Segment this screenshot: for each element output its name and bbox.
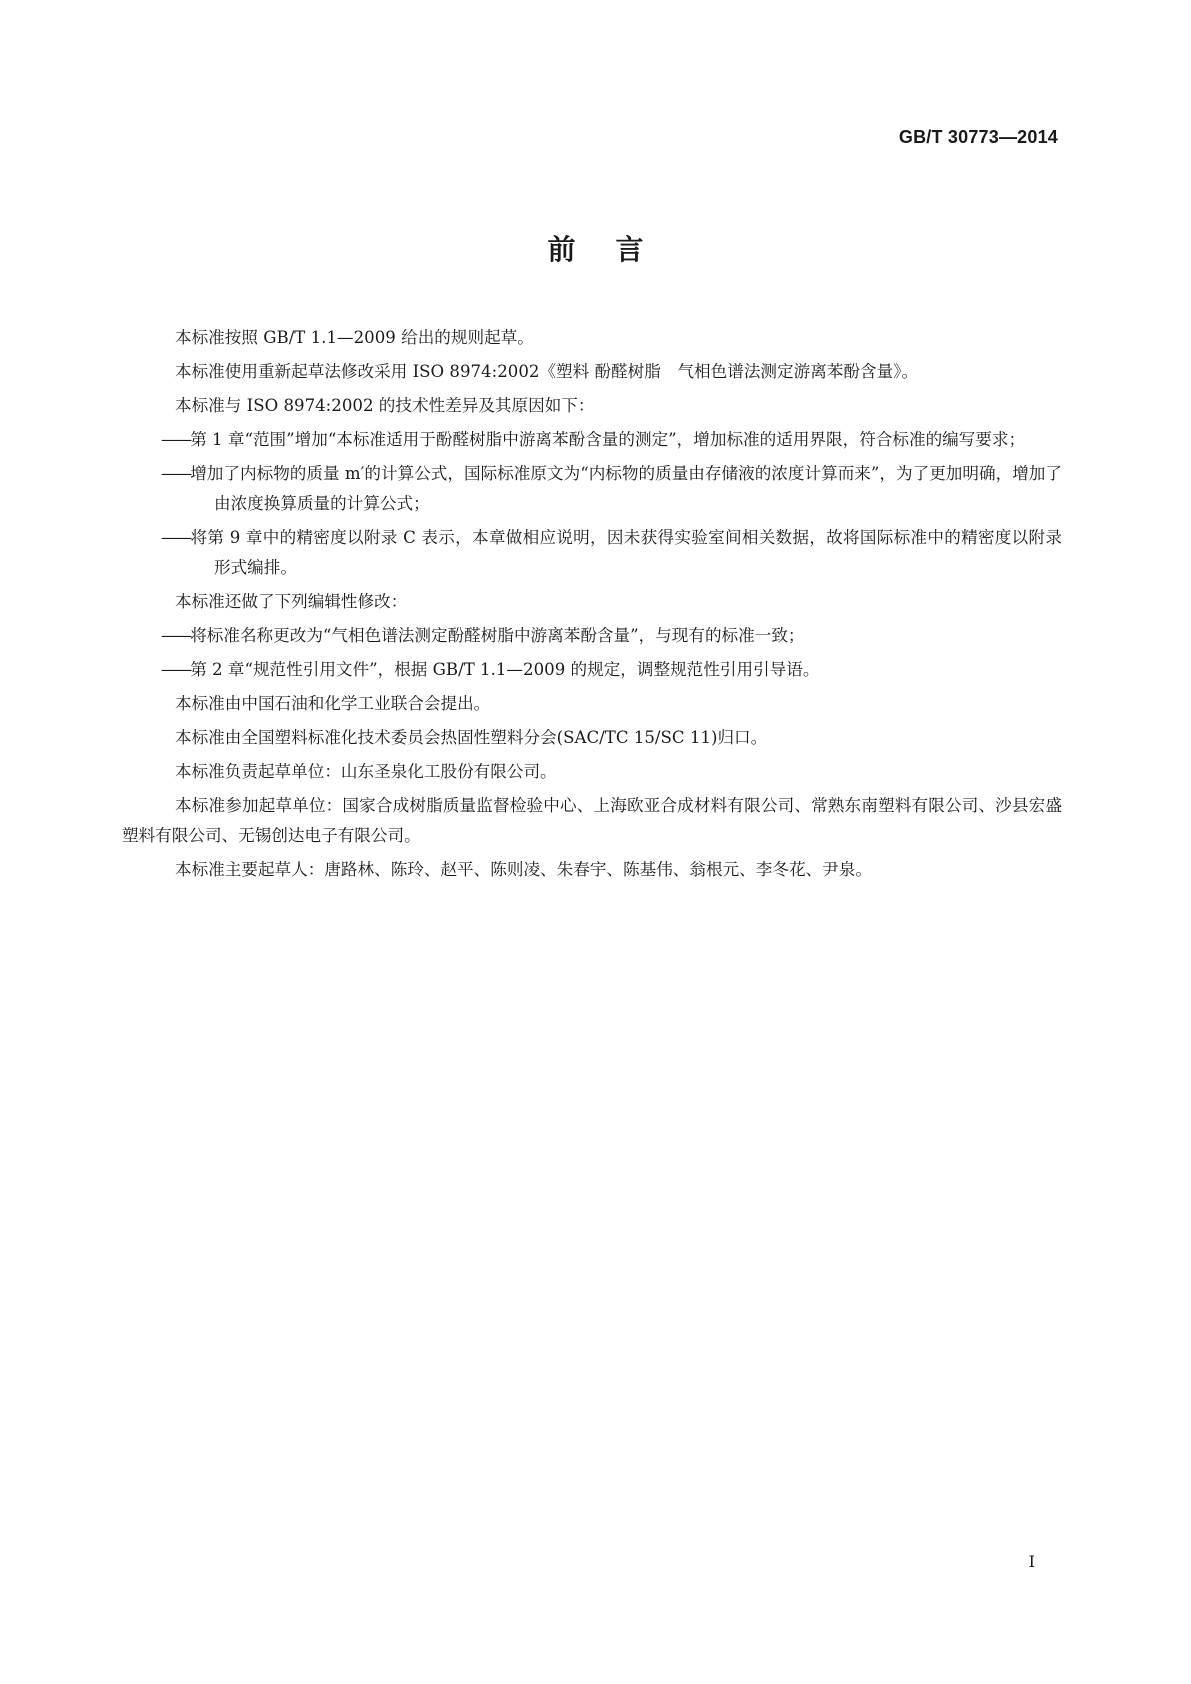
list-item-name-change bbox=[122, 621, 1062, 651]
dash-marker: —— bbox=[161, 430, 191, 449]
list-item-text: 将第 9 章中的精密度以附录 C 表示，本章做相应说明，因未获得实验室间相关数据，故将国际标准中的精密度以附录形式编排。 bbox=[190, 528, 1062, 577]
standard-number: GB/T 30773—2014 bbox=[898, 127, 1058, 147]
list-item-text: 增加了内标物的质量 m′的计算公式，国际标准原文为“内标物的质量由存储液的浓度计算而来”，为了更加明确，增加了由浓度换算质量的计算公式； bbox=[190, 464, 1062, 513]
list-item-scope bbox=[122, 425, 1062, 455]
list-item-text: 将标准名称更改为“气相色谱法测定酚醛树脂中游离苯酚含量”，与现有的标准一致； bbox=[190, 626, 805, 645]
dash-marker: —— bbox=[161, 626, 191, 645]
list-item-normative-references bbox=[122, 655, 1062, 685]
paragraph-technical-committee: 本标准由全国塑料标准化技术委员会热固性塑料分会(SAC/TC 15/SC 11)归口。 bbox=[175, 728, 768, 747]
list-item-precision bbox=[122, 523, 1062, 583]
paragraph-proposer: 本标准由中国石油和化学工业联合会提出。 bbox=[175, 694, 491, 713]
paragraph-participating-drafters: 本标准参加起草单位：国家合成树脂质量监督检验中心、上海欧亚合成材料有限公司、常熟东南塑料有限公司、沙县宏盛塑料有限公司、无锡创达电子有限公司。 bbox=[122, 796, 1062, 845]
list-item-text: 第 2 章“规范性引用文件”，根据 GB/T 1.1—2009 的规定，调整规范性引用引导语。 bbox=[190, 660, 820, 679]
paragraph-lead-drafter: 本标准负责起草单位：山东圣泉化工股份有限公司。 bbox=[175, 762, 557, 781]
list-item-formula bbox=[122, 459, 1062, 519]
dash-marker: —— bbox=[161, 464, 191, 483]
paragraph-technical-differences: 本标准与 ISO 8974:2002 的技术性差异及其原因如下： bbox=[175, 396, 595, 415]
foreword-body bbox=[122, 323, 1062, 889]
dash-marker: —— bbox=[161, 660, 191, 679]
list-item-text: 第 1 章“范围”增加“本标准适用于酚醛树脂中游离苯酚含量的测定”，增加标准的适用界限，符合标准的编写要求； bbox=[190, 430, 1026, 449]
page-title: 前言 bbox=[547, 233, 684, 266]
dash-marker: —— bbox=[161, 528, 191, 547]
page-number: I bbox=[1028, 1552, 1035, 1571]
paragraph-drafting-rules: 本标准按照 GB/T 1.1—2009 给出的规则起草。 bbox=[175, 328, 534, 347]
paragraph-adoption: 本标准使用重新起草法修改采用 ISO 8974:2002《塑料 酚醛树脂 气相色谱法测定游离苯酚含量》。 bbox=[175, 362, 919, 381]
paragraph-editorial-changes: 本标准还做了下列编辑性修改： bbox=[175, 592, 408, 611]
paragraph-main-drafters: 本标准主要起草人：唐路林、陈玲、赵平、陈则凌、朱春宇、陈基伟、翁根元、李冬花、尹泉。 bbox=[175, 860, 872, 879]
